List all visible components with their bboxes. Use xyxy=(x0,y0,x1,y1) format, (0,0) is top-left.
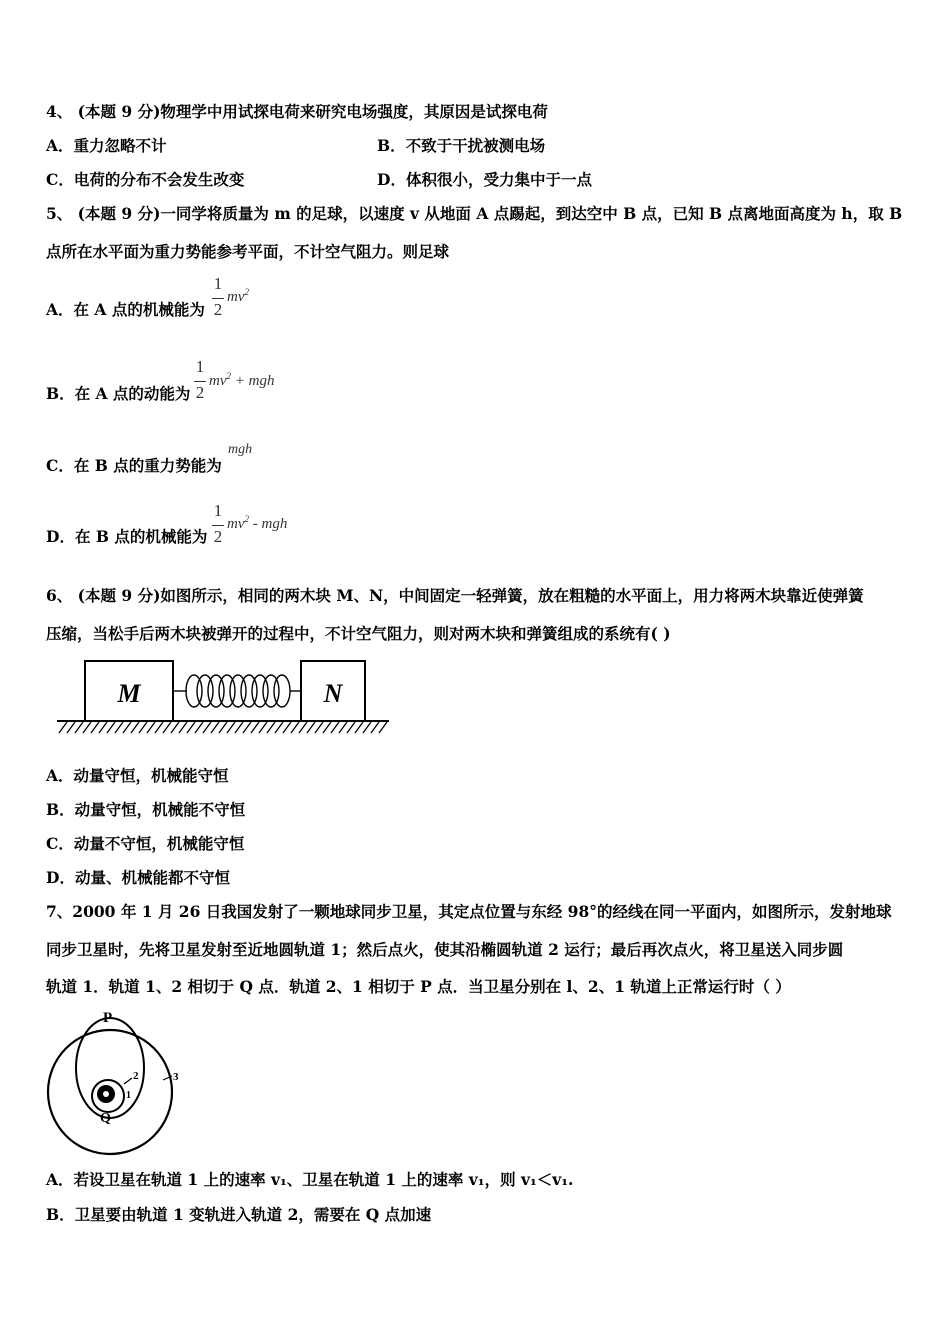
orbit-figure xyxy=(40,1006,190,1156)
label-3: 3 xyxy=(173,1071,179,1083)
fraction-denominator: 2 xyxy=(195,383,205,402)
q5-option-c[interactable]: C．在 B 点的重力势能为 xyxy=(46,456,222,475)
label-2: 2 xyxy=(133,1070,139,1082)
label-1: 1 xyxy=(126,1090,131,1101)
q7-option-b[interactable]: B．卫星要由轨道 1 变轨进入轨道 2，需要在 Q 点加速 xyxy=(46,1205,432,1224)
block-n-label: N xyxy=(323,679,343,708)
q7-option-a[interactable]: A．若设卫星在轨道 1 上的速率 v₁、卫星在轨道 1 上的速率 v₁，则 v₁＜v₁. xyxy=(46,1170,574,1189)
q4-option-b[interactable]: B．不致于干扰被测电场 xyxy=(377,136,546,155)
q6-option-d[interactable]: D．动量、机械能都不守恒 xyxy=(46,868,230,887)
label-q: Q xyxy=(100,1111,111,1126)
q6-stem-line1: 6、 (本题 9 分)如图所示，相同的两木块 M、N，中间固定一轻弹簧，放在粗糙的水平面上，用力将两木块靠近使弹簧 xyxy=(46,586,864,605)
fraction-numerator: 1 xyxy=(213,501,223,520)
q5-stem-line1: 5、 (本题 9 分)一同学将质量为 m 的足球，以速度 v 从地面 A 点踢起，到达空中 B 点，已知 B 点离地面高度为 h，取 B xyxy=(46,204,903,223)
q4-option-c[interactable]: C．电荷的分布不会发生改变 xyxy=(46,170,245,189)
q5-option-a[interactable]: A．在 A 点的机械能为 xyxy=(46,300,205,319)
fraction-bar xyxy=(194,381,206,382)
formula-expression: $mv^2$ + mgh xyxy=(209,371,275,389)
q6-option-a[interactable]: A．动量守恒，机械能守恒 xyxy=(46,766,229,785)
q5-option-b[interactable]: B．在 A 点的动能为 xyxy=(46,384,191,403)
q5-option-d[interactable]: D．在 B 点的机械能为 xyxy=(46,527,208,546)
block-m-label: M xyxy=(117,679,141,708)
q5-option-c-formula: mgh xyxy=(228,442,253,457)
q6-option-b[interactable]: B．动量守恒，机械能不守恒 xyxy=(46,800,246,819)
q6-stem-line2: 压缩，当松手后两木块被弹开的过程中，不计空气阻力，则对两木块和弹簧组成的系统有( ) xyxy=(46,624,671,643)
fraction-denominator: 2 xyxy=(213,300,223,319)
q4-option-d[interactable]: D．体积很小，受力集中于一点 xyxy=(377,170,592,189)
fraction-denominator: 2 xyxy=(213,527,223,546)
q6-option-c[interactable]: C．动量不守恒，机械能守恒 xyxy=(46,834,245,853)
fraction-bar xyxy=(212,298,224,299)
q4-option-a[interactable]: A．重力忽略不计 xyxy=(46,136,167,155)
fraction-numerator: 1 xyxy=(213,274,223,293)
q7-stem-line2: 同步卫星时，先将卫星发射至近地圆轨道 1；然后点火，使其沿椭圆轨道 2 运行；最后再次点火，将卫星送入同步圆 xyxy=(46,940,844,959)
fraction-numerator: 1 xyxy=(195,357,205,376)
label-p: P xyxy=(103,1010,113,1026)
q7-stem-line3: 轨道 1．轨道 1、2 相切于 Q 点．轨道 2、1 相切于 P 点．当卫星分别在 l、2、1 轨道上正常运行时（ ） xyxy=(46,977,791,996)
formula-expression: $mv^2$ - mgh xyxy=(227,514,288,532)
fraction-bar xyxy=(212,525,224,526)
q4-stem: 4、 (本题 9 分)物理学中用试探电荷来研究电场强度，其原因是试探电荷 xyxy=(46,102,548,121)
spring xyxy=(173,675,301,707)
orbit-2 xyxy=(76,1018,144,1118)
q7-stem-line1: 7、2000 年 1 月 26 日我国发射了一颗地球同步卫星，其定点位置与东经 98°的经线在同一平面内，如图所示，发射地球 xyxy=(46,902,892,921)
q5-stem-line2: 点所在水平面为重力势能参考平面，不计空气阻力。则足球 xyxy=(46,242,450,261)
spring-blocks-figure xyxy=(55,655,391,737)
formula-expression: $mv^2$ xyxy=(227,287,249,305)
